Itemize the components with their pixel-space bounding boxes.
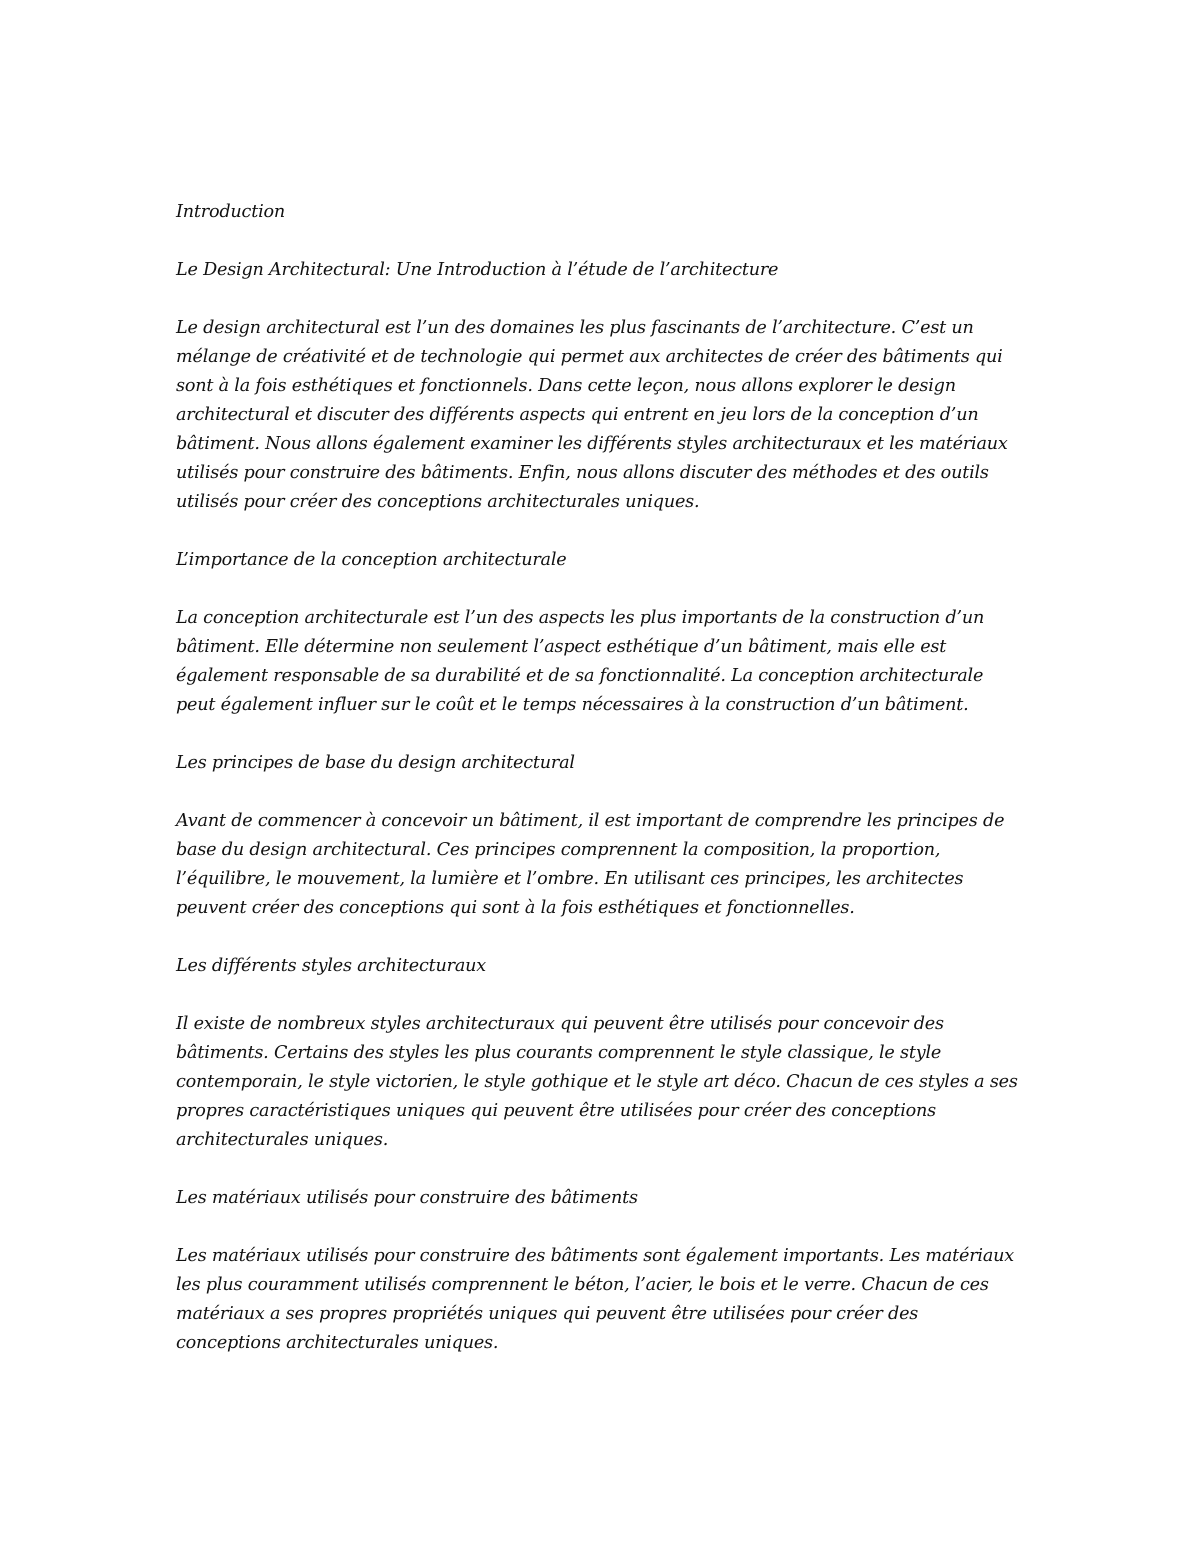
paragraph-intro: Le design architectural est l’un des domaines les plus fascinants de l’architecture. C’est un mélange de créativité et de technologie qui permet aux architectes de créer des bâtiments qui sont à la fois esthétiques et fonctionnels. Dans cette leçon, nous allons explorer le design architectural et discuter des différents aspects qui entrent en jeu lors de la conception d’un bâtiment. Nous allons également examiner les différents styles architecturaux et les matériaux utilisés pour construire des bâtiments. Enfin, nous allons discuter des méthodes et des outils utilisés pour créer des conceptions architecturales uniques.: [176, 318, 1008, 512]
paragraph-styles: Il existe de nombreux styles architecturaux qui peuvent être utilisés pour concevoir des bâtiments. Certains des styles les plus courants comprennent le style classique, le style contemporain, le style victorien, le style gothique et le style art déco. Chacun de ces styles a ses propres caractéristiques uniques qui peuvent être utilisées pour créer des conceptions architecturales uniques.: [176, 1014, 1018, 1150]
paragraph-importance: La conception architecturale est l’un des aspects les plus importants de la construction d’un bâtiment. Elle détermine non seulement l’aspect esthétique d’un bâtiment, mais elle est également responsable de sa durabilité et de sa fonctionnalité. La conception architecturale peut également influer sur le coût et le temps nécessaires à la construction d’un bâtiment.: [176, 608, 985, 715]
section-heading-styles: Les différents styles architecturaux: [176, 956, 486, 976]
section-heading-principles: Les principes de base du design architectural: [176, 753, 575, 773]
section-heading-importance: L’importance de la conception architecturale: [176, 550, 567, 570]
section-heading-materials: Les matériaux utilisés pour construire des bâtiments: [176, 1188, 638, 1208]
paragraph-materials: Les matériaux utilisés pour construire des bâtiments sont également importants. Les matériaux les plus couramment utilisés comprennent le béton, l’acier, le bois et le verre. Chacun de ces matériaux a ses propres propriétés uniques qui peuvent être utilisées pour créer des conceptions architecturales uniques.: [176, 1246, 1015, 1353]
document-body: [176, 198, 1026, 1387]
section-heading-introduction: Introduction: [176, 202, 286, 222]
document-title: Le Design Architectural: Une Introduction à l’étude de l’architecture: [176, 260, 779, 280]
paragraph-principles: Avant de commencer à concevoir un bâtiment, il est important de comprendre les principes de base du design architectural. Ces principes comprennent la composition, la proportion, l’équilibre, le mouvement, la lumière et l’ombre. En utilisant ces principes, les architectes peuvent créer des conceptions qui sont à la fois esthétiques et fonctionnelles.: [176, 811, 1005, 918]
